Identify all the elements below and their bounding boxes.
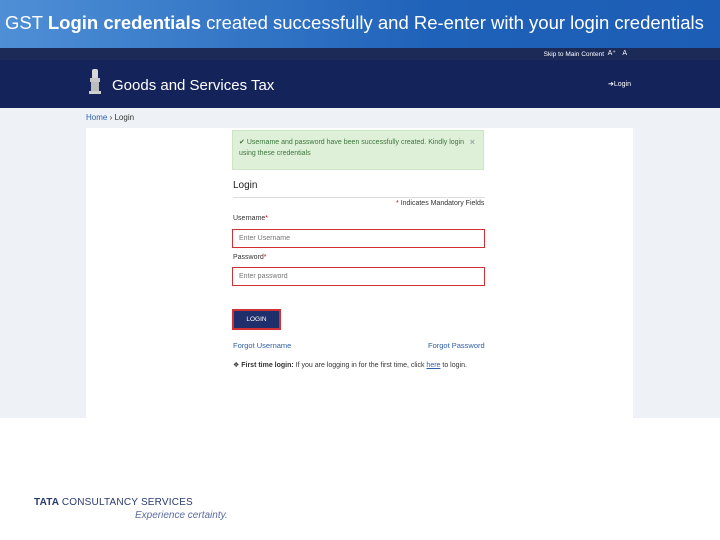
first-time-bold: First time login:: [241, 362, 294, 369]
check-circle-icon: ✔: [239, 139, 245, 146]
font-increase-button[interactable]: A⁺: [607, 50, 616, 57]
header-login-label: Login: [613, 81, 632, 88]
username-input[interactable]: [232, 229, 485, 248]
site-header: [0, 60, 720, 108]
login-arrow-icon: ➜: [608, 81, 614, 88]
header-login-link[interactable]: [608, 80, 631, 88]
breadcrumb-current: Login: [114, 113, 135, 122]
password-label-text: Password: [233, 254, 264, 261]
forgot-username-link[interactable]: Forgot Username: [233, 341, 292, 350]
info-icon: ❖: [233, 362, 240, 369]
login-button[interactable]: LOGIN: [232, 309, 281, 330]
tcs-logo: [34, 497, 193, 508]
mandatory-asterisk: *: [396, 200, 399, 207]
alert-text: Username and password have been successfully created. Kindly login using these credentials: [239, 139, 464, 157]
tcs-logo-rest: CONSULTANCY SERVICES: [61, 497, 193, 508]
first-time-end: to login.: [442, 362, 467, 369]
site-title: Goods and Services Tax: [112, 77, 275, 94]
national-emblem-icon: [87, 67, 103, 97]
mandatory-note-text: Indicates Mandatory Fields: [400, 200, 485, 207]
password-input[interactable]: [232, 267, 485, 286]
password-required-asterisk: *: [263, 254, 267, 261]
slide-title-prefix: GST: [5, 12, 43, 33]
breadcrumb: [86, 113, 134, 122]
slide-title-bold: Login credentials: [47, 12, 202, 33]
first-time-login-note: [233, 361, 483, 371]
font-decrease-button[interactable]: A: [622, 50, 627, 57]
first-time-text: If you are logging in for the first time, click: [295, 362, 425, 369]
tcs-logo-tata: TATA: [34, 497, 59, 508]
mandatory-note: [396, 200, 484, 207]
heading-divider: [233, 197, 485, 198]
password-label: [233, 254, 266, 261]
tcs-tagline: Experience certainty.: [135, 510, 228, 521]
close-icon[interactable]: ×: [469, 137, 475, 147]
slide-title-rest: created successfully and Re-enter with your login credentials: [206, 12, 704, 33]
forgot-password-link[interactable]: Forgot Password: [428, 341, 485, 350]
username-label-text: Username: [233, 215, 266, 222]
first-time-here-link[interactable]: here: [426, 362, 441, 369]
skip-to-main-link[interactable]: Skip to Main Content: [543, 51, 604, 58]
gst-portal-screenshot: [0, 48, 720, 418]
breadcrumb-separator: ›: [109, 113, 113, 122]
success-alert: [232, 130, 484, 170]
slide-title: [0, 0, 720, 48]
login-heading: Login: [233, 180, 258, 191]
top-utility-bar: [0, 48, 720, 60]
breadcrumb-home[interactable]: Home: [86, 113, 108, 122]
username-required-asterisk: *: [265, 215, 269, 222]
username-label: [233, 215, 268, 222]
